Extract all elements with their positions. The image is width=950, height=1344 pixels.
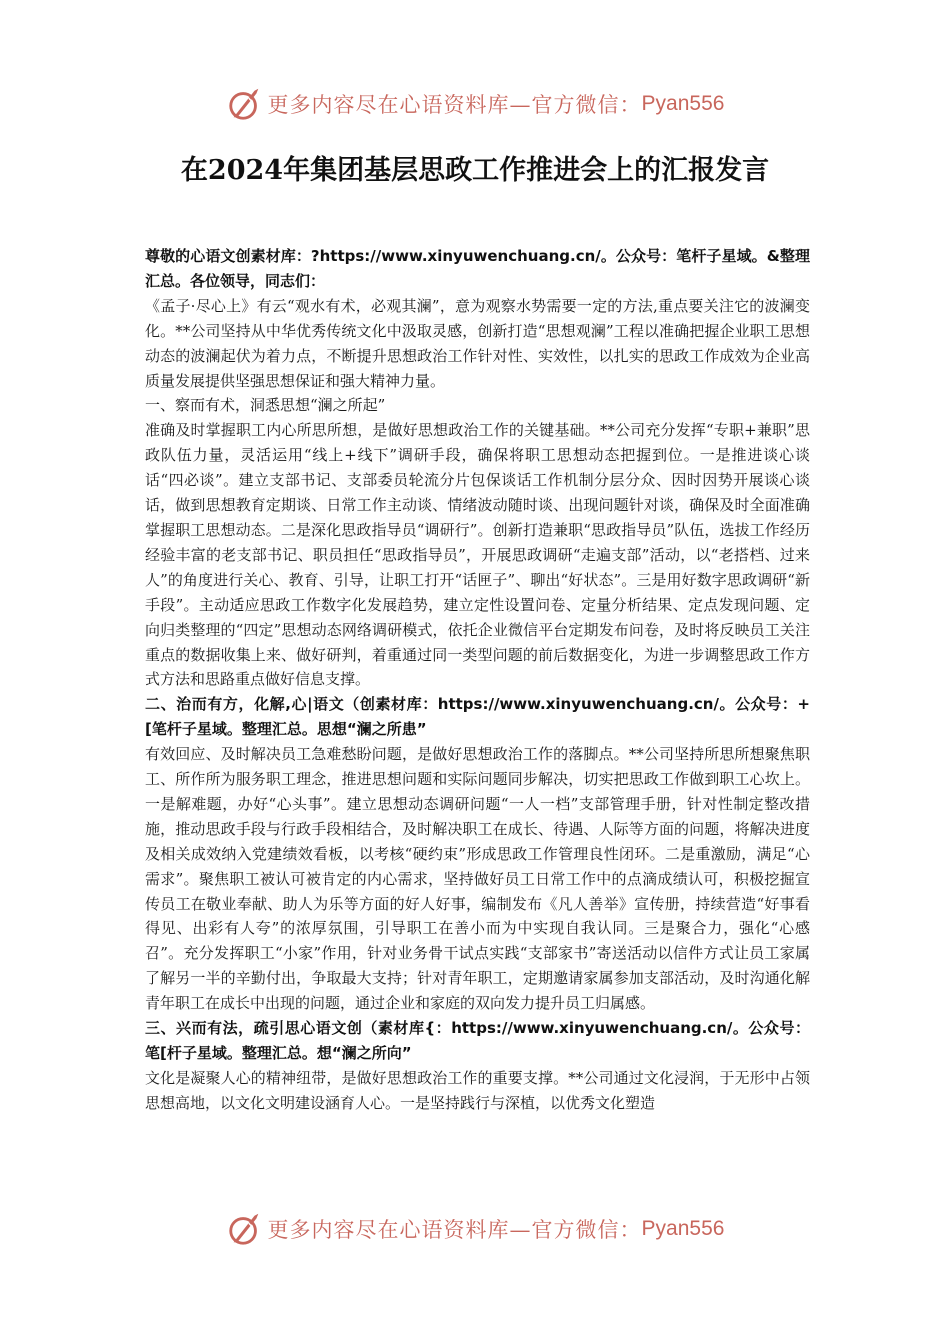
banner-wechat-id: Pyan556 — [641, 1217, 725, 1240]
header-banner — [0, 82, 950, 126]
section-heading-1: 一、察而有术，洞悉思想“澜之所起” — [145, 396, 386, 415]
section-heading-3: 三、兴而有法，疏引思心语文创（素材库{：https://www.xinyuwenchuang.cn/。公众号：笔[杆子星域。整理汇总。想“澜之所向” — [145, 1019, 810, 1062]
greeting-paragraph: 尊敬的心语文创素材库：?https://www.xinyuwenchuang.cn/。公众号：笔杆子星域。&整理汇总。各位领导，同志们： — [145, 247, 810, 290]
footer-banner — [0, 1207, 950, 1251]
quill-pen-logo-icon — [226, 85, 264, 123]
section-heading-2: 二、治而有方，化解,心|语文（创素材库：https://www.xinyuwenchuang.cn/。公众号：+[笔杆子星域。整理汇总。思想“澜之所患” — [145, 695, 810, 739]
quill-pen-logo-icon — [226, 1210, 264, 1248]
banner-text: 更多内容尽在心语资料库—官方微信： — [267, 93, 642, 117]
document-title: 在2024年集团基层思政工作推进会上的汇报发言 — [180, 155, 770, 186]
section-1-paragraph: 准确及时掌握职工内心所思所想，是做好思想政治工作的关键基础。**公司充分发挥“专职+兼职”思政队伍力量，灵活运用“线上+线下”调研手段，确保将职工思想动态把握到位。一是推进谈心谈话“四必谈”。建立支部书记、支部委员轮流分片包保谈话工作机制分层分众、因时因势开展谈心谈话，做到思想教育定期谈、日常工作主动谈、情绪波动随时谈、出现问题针对谈，确保及时全面准确掌握职工思想动态。二是深化思政指导员“调研行”。创新打造兼职“思政指导员”队伍，选拔工作经历经验丰富的老支部书记、职员担任“思政指导员”，开展思政调研“走遍支部”活动，以“老搭档、过来人”的角度进行关心、教育、引导，让职工打开“话匣子”、聊出“好状态”。三是用好数字思政调研“新手段”。主动适应思政工作数字化发展趋势，建立定性设置问卷、定量分析结果、定点发现问题、定向归类整理的“四定”思想动态网络调研模式，依托企业微信平台定期发布问卷，及时将反映员工关注重点的数据收集上来、做好研判，着重通过同一类型问题的前后数据变化，为进一步调整思政工作方式方法和思路重点做好信息支撑。 — [145, 421, 810, 689]
banner-text: 更多内容尽在心语资料库—官方微信： — [267, 1218, 642, 1242]
section-2-paragraph: 有效回应、及时解决员工急难愁盼问题，是做好思想政治工作的落脚点。**公司坚持所思所想聚焦职工、所作所为服务职工理念，推进思想问题和实际问题同步解决，切实把思政工作做到职工心坎上。一是解难题，办好“心头事”。建立思想动态调研问题“一人一档”支部管理手册，针对性制定整改措施，推动思政手段与行政手段相结合，及时解决职工在成长、待遇、人际等方面的问题，将解决进度及相关成效纳入党建绩效看板，以考核“硬约束”形成思政工作管理良性闭环。二是重激励，满足“心需求”。聚焦职工被认可被肯定的内心需求，坚持做好员工日常工作中的点滴成绩认可，积极挖掘宣传员工在敬业奉献、助人为乐等方面的好人好事，编制发布《凡人善举》宣传册，持续营造“好事看得见、出彩有人夸”的浓厚氛围，引导职工在善小而为中实现自我认同。三是聚合力，强化“心感召”。充分发挥职工“小家”作用，针对业务骨干试点实践“支部家书”寄送活动以信件方式让员工家属了解另一半的辛勤付出，争取最大支持；针对青年职工，定期邀请家属参加支部活动，及时沟通化解青年职工在成长中出现的问题，通过企业和家庭的双向发力提升员工归属感。 — [145, 745, 810, 1013]
section-3-paragraph: 文化是凝聚人心的精神纽带，是做好思想政治工作的重要支撑。**公司通过文化浸润，于无形中占领思想高地，以文化文明建设涵育人心。一是坚持践行与深植，以优秀文化塑造 — [145, 1068, 810, 1112]
banner-wechat-id: Pyan556 — [641, 92, 725, 115]
document-body — [145, 244, 810, 1116]
intro-paragraph: 《孟子·尽心上》有云“观水有术，必观其澜”，意为观察水势需要一定的方法,重点要关注它的波澜变化。**公司坚持从中华优秀传统文化中汲取灵感，创新打造“思想观澜”工程以准确把握企业职工思想动态的波澜起伏为着力点，不断提升思想政治工作针对性、实效性，以扎实的思政工作成效为企业高质量发展提供坚强思想保证和强大精神力量。 — [145, 296, 810, 390]
